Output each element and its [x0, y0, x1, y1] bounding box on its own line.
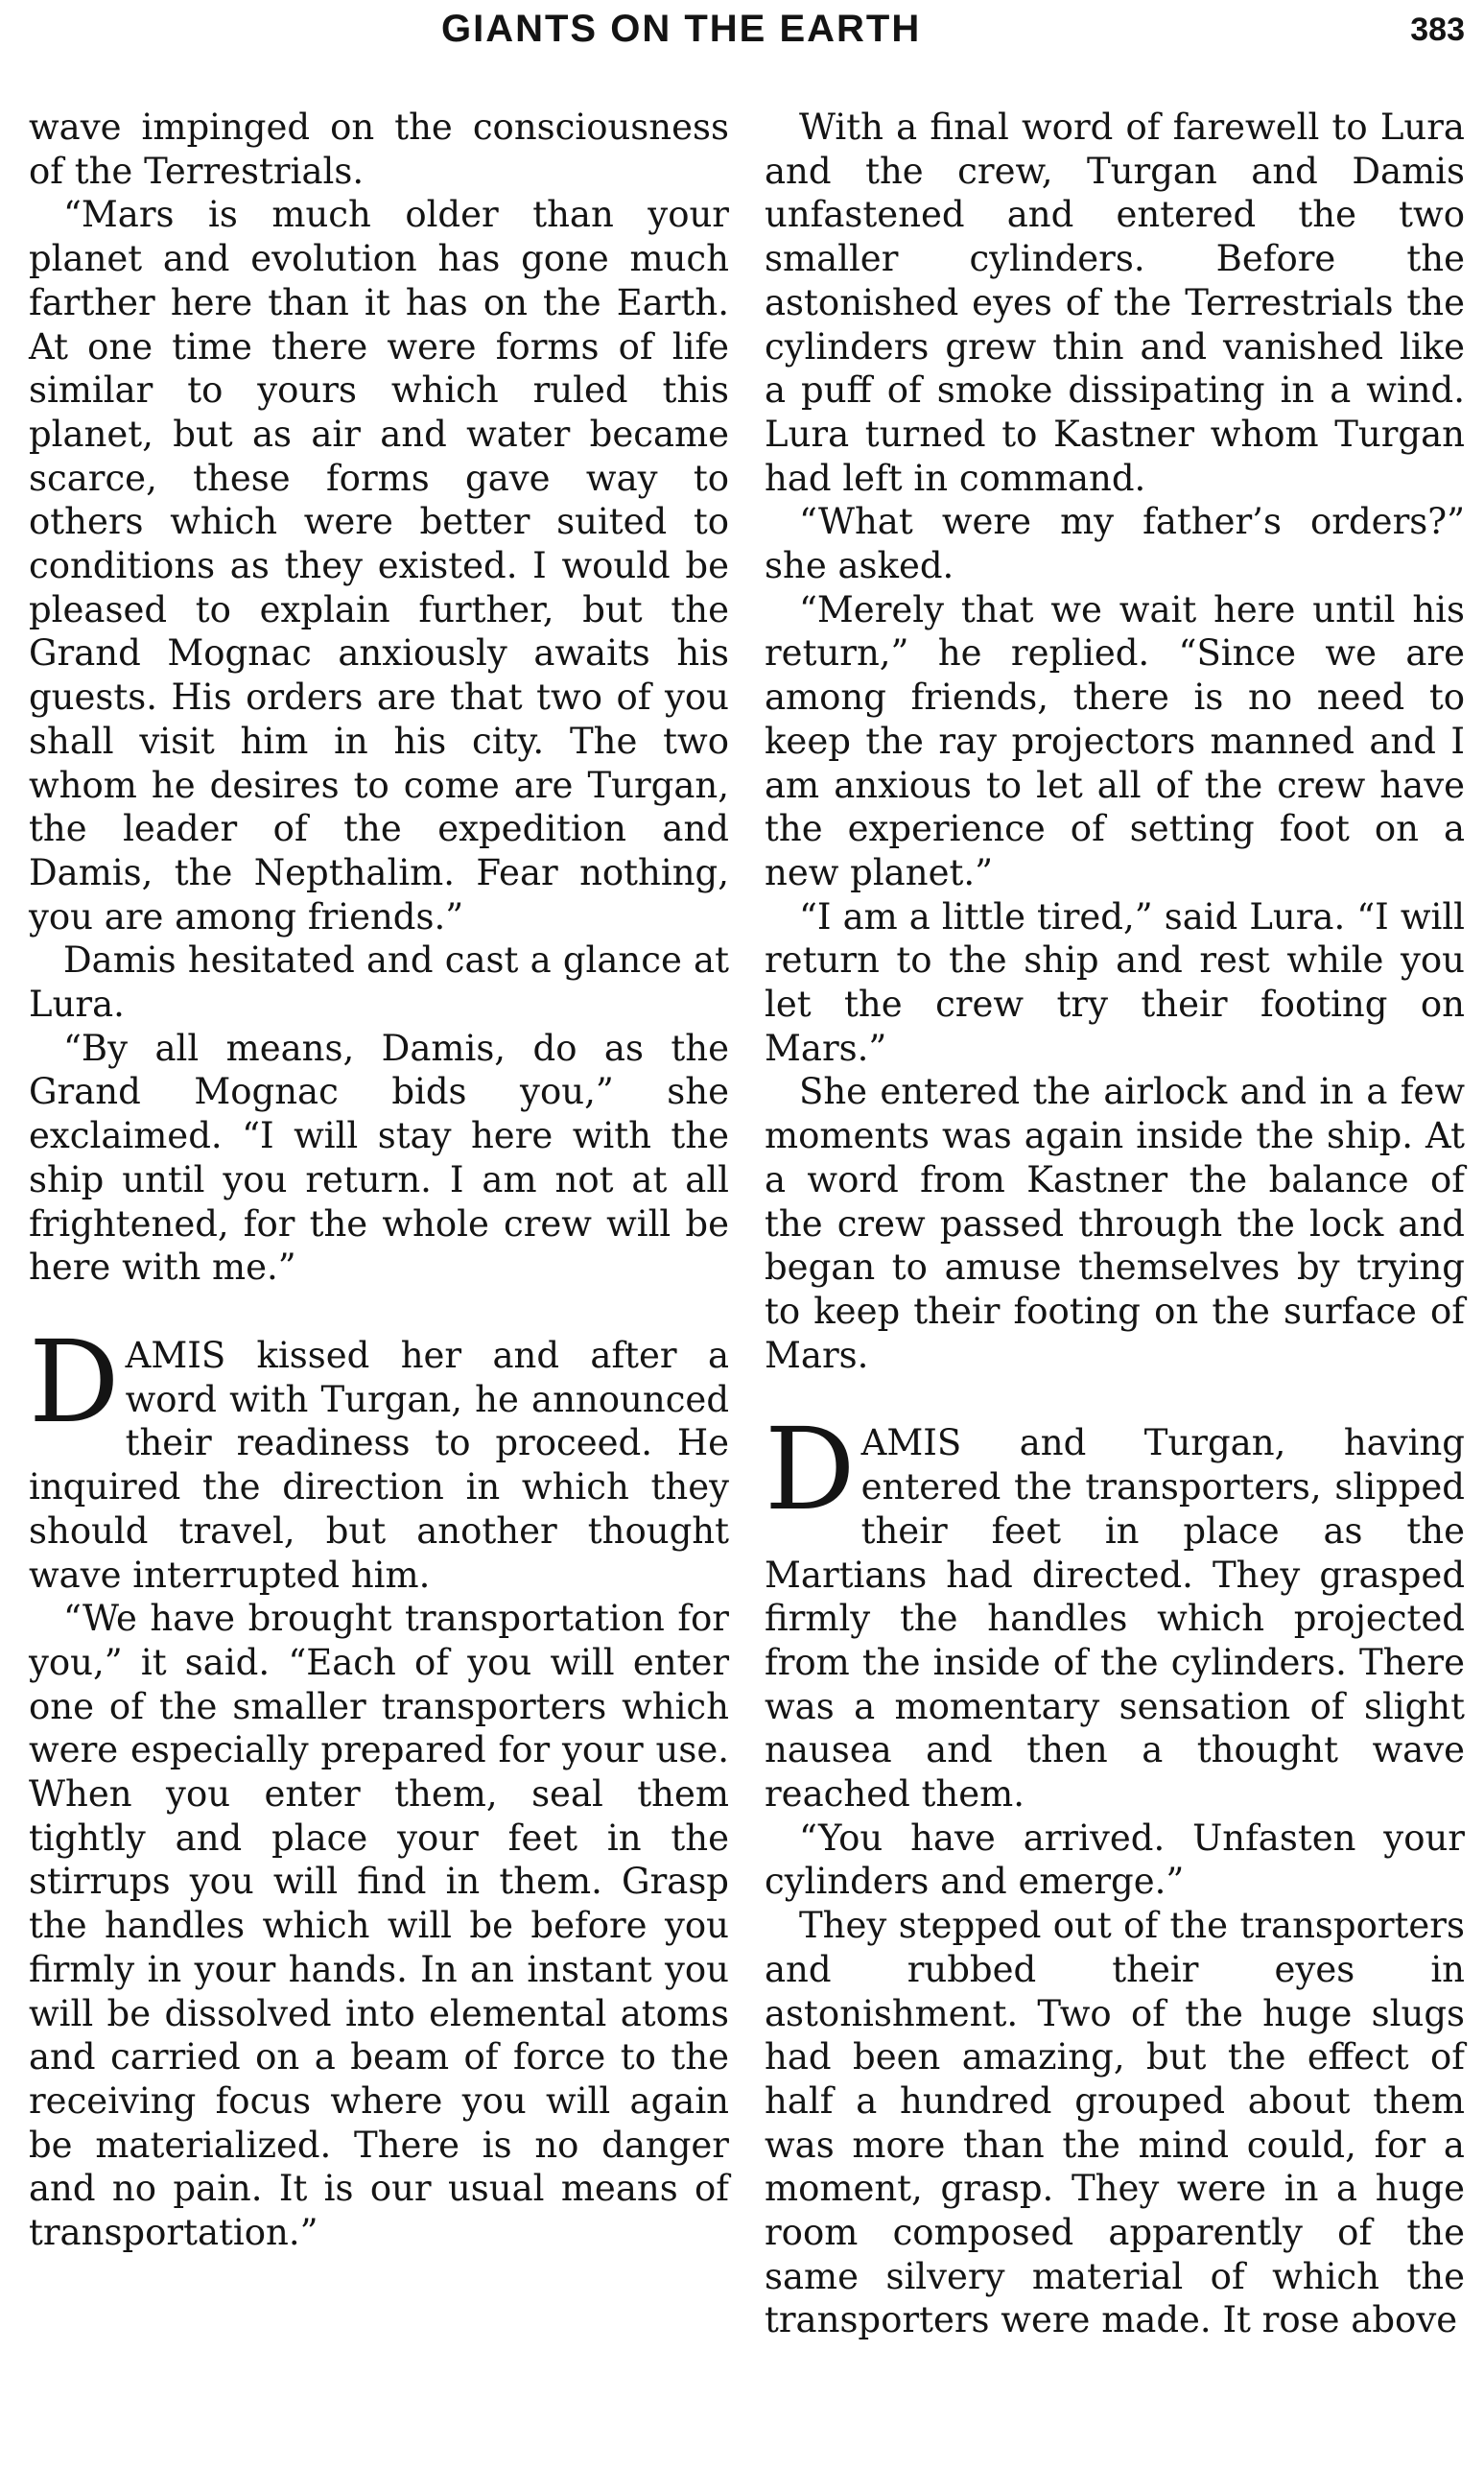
paragraph-text: AMIS kissed her and after a word with Turgan, he announced their readiness to proceed. He inquired the direction in which they should travel, but another thought wave interrupted him.	[29, 1334, 729, 1596]
paragraph: They stepped out of the transporters and rubbed their eyes in astonishment. Two of the huge slugs had been amazing, but the effect of half a hundred grouped about them was more than the mind could, for a moment, grasp. They were in a huge room composed apparently of the same silvery material of which the transporters were made. It rose above	[765, 1905, 1465, 2341]
running-title: GIANTS ON THE EARTH	[441, 8, 922, 50]
paragraph: wave impinged on the consciousness of the Terrestrials.	[29, 107, 729, 192]
paragraph: “We have brought transportation for you,” it said. “Each of you will enter one of the smaller transporters which were especially prepared for your use. When you enter them, seal them tightly and place your feet in the stirrups you will find in them. Grasp the handles which will be before you firmly in your hands. In an instant you will be dissolved into elemental atoms and carried on a beam of force to the receiving focus where you will again be materialized. There is no danger and no pain. It is our usual means of transportation.”	[29, 1598, 729, 2254]
drop-cap: D	[29, 1315, 120, 1448]
paragraph-text: AMIS and Turgan, having entered the transporters, slipped their feet in place as the Martians had directed. They grasped firmly the handles which projected from the inside of the cylinders. There was a momentary sensation of slight nausea and then a thought wave reached them.	[765, 1422, 1465, 1816]
left-column	[29, 106, 729, 2255]
drop-cap: D	[765, 1403, 856, 1536]
paragraph: With a final word of farewell to Lura and the crew, Turgan and Damis unfastened and entered the two smaller cylinders. Before the astonished eyes of the Terrestrials the cylinders grew thin and vanished like a puff of smoke dissipating in a wind. Lura turned to Kastner whom Turgan had left in command.	[765, 107, 1465, 499]
paragraph: Damis hesitated and cast a glance at Lura.	[29, 939, 729, 1026]
paragraph: “I am a little tired,” said Lura. “I will return to the ship and rest while you let the crew try their footing on Mars.”	[765, 895, 1465, 1069]
right-column	[765, 106, 1465, 2342]
section-start-paragraph	[29, 1315, 729, 1597]
paragraph: “What were my father’s orders?” she asked.	[765, 501, 1465, 587]
paragraph: “Merely that we wait here until his return,” he replied. “Since we are among friends, there is no need to keep the ray projectors manned and I am anxious to let all of the crew have the experience of setting foot on a new planet.”	[765, 588, 1465, 893]
page-number: 383	[1410, 12, 1465, 48]
paragraph: “By all means, Damis, do as the Grand Mognac bids you,” she exclaimed. “I will stay here with the ship until you return. I am not at all frightened, for the whole crew will be here with me.”	[29, 1027, 729, 1289]
paragraph: She entered the airlock and in a few moments was again inside the ship. At a word from Kastner the balance of the crew passed through the lock and began to amuse themselves by trying to keep their footing on the surface of Mars.	[765, 1071, 1465, 1376]
page-header	[0, 8, 1484, 56]
section-start-paragraph	[765, 1403, 1465, 1816]
paragraph: “You have arrived. Unfasten your cylinders and emerge.”	[765, 1817, 1465, 1903]
paragraph: “Mars is much older than your planet and evolution has gone much farther here than it has on the Earth. At one time there were forms of life similar to yours which ruled this planet, but as air and water became scarce, these forms gave way to others which were better suited to conditions as they existed. I would be pleased to explain further, but the Grand Mognac anxiously awaits his guests. His orders are that two of you shall visit him in his city. The two whom he desires to come are Turgan, the leader of the expedition and Damis, the Nepthalim. Fear nothing, you are among friends.”	[29, 194, 729, 938]
